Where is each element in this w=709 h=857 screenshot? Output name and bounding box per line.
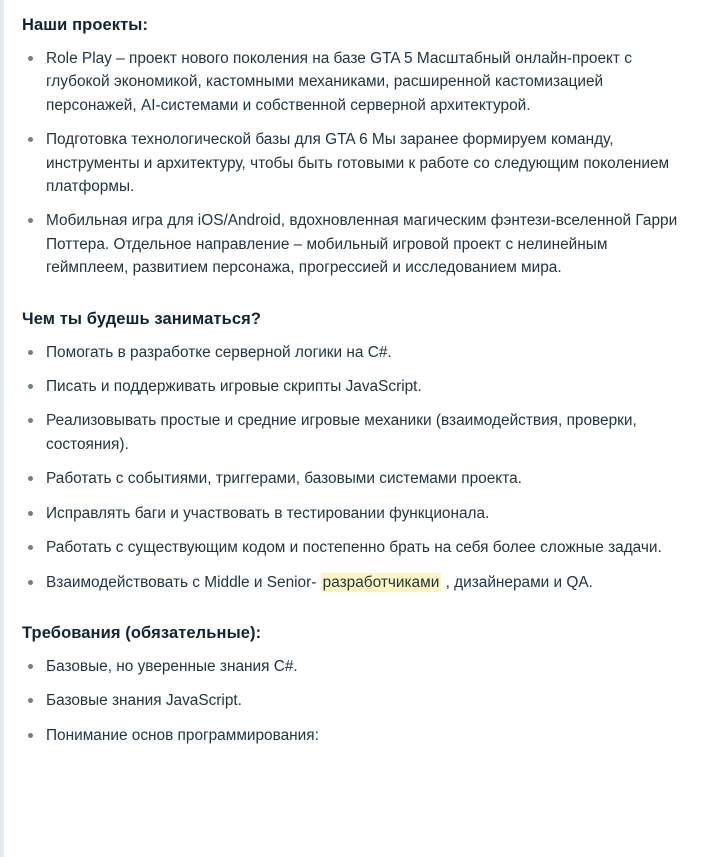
section-heading-responsibilities: Чем ты будешь заниматься? bbox=[22, 309, 262, 328]
list-item: Подготовка технологической базы для GTA 6 Мы заранее формируем команду, инструменты и архитектуру, чтобы быть готовыми к работе со следующим поколением платформы. bbox=[22, 128, 689, 198]
list-item: Понимание основ программирования: bbox=[22, 724, 689, 747]
highlighted-text: разработчиками bbox=[322, 573, 440, 591]
list-item: Базовые знания JavaScript. bbox=[22, 689, 689, 712]
responsibilities-list bbox=[22, 341, 689, 594]
list-item: Работать с событиями, триггерами, базовыми системами проекта. bbox=[22, 467, 689, 490]
list-item-highlighted bbox=[22, 571, 689, 594]
list-item: Писать и поддерживать игровые скрипты JavaScript. bbox=[22, 375, 689, 398]
list-item: Реализовывать простые и средние игровые механики (взаимодействия, проверки, состояния). bbox=[22, 409, 689, 456]
list-item: Помогать в разработке серверной логики на C#. bbox=[22, 341, 689, 364]
left-margin-rule bbox=[0, 0, 4, 857]
list-item: Базовые, но уверенные знания C#. bbox=[22, 655, 689, 678]
projects-list bbox=[22, 47, 689, 280]
list-item: Работать с существующим кодом и постепенно брать на себя более сложные задачи. bbox=[22, 536, 689, 559]
requirements-list bbox=[22, 655, 689, 747]
list-item: Мобильная игра для iOS/Android, вдохновленная магическим фэнтези-вселенной Гарри Поттера. Отдельное направление – мобильный игровой проект с нелинейным геймплеем, развитием персонажа, прогрессией и исследованием мира. bbox=[22, 209, 689, 279]
section-heading-projects: Наши проекты: bbox=[22, 16, 149, 34]
list-item-prefix: Взаимодействовать с Middle и Senior- bbox=[46, 573, 317, 591]
list-item: Role Play – проект нового поколения на базе GTA 5 Масштабный онлайн-проект с глубокой экономикой, кастомными механиками, расширенной кастомизацией персонажей, AI-системами и собственной серверной архитектурой. bbox=[22, 47, 689, 117]
section-heading-requirements: Требования (обязательные): bbox=[22, 623, 262, 642]
list-item: Исправлять баги и участвовать в тестировании функционала. bbox=[22, 502, 689, 525]
list-item-suffix: , дизайнерами и QA. bbox=[445, 573, 593, 591]
